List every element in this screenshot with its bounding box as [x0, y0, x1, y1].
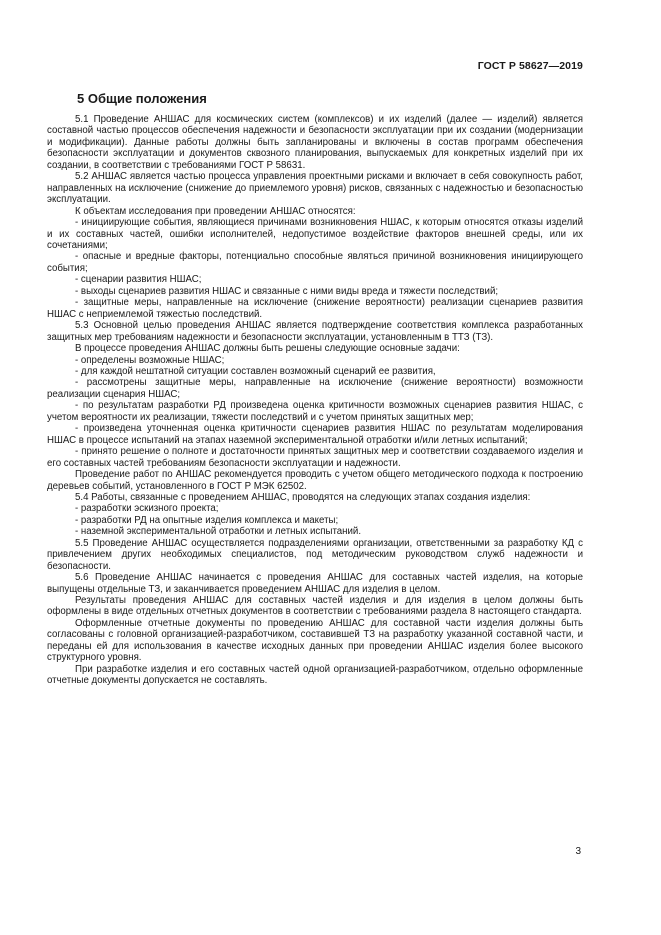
- list-item: - по результатам разработки РД произведена оценка критичности возможных сценариев развития НШАС, с учетом вероятности их реализации, тяжести последствий и с учетом принятых защитных мер;: [47, 400, 583, 423]
- list-item: - разработки РД на опытные изделия комплекса и макеты;: [75, 514, 339, 526]
- list-item: - принято решение о полноте и достаточности принятых защитных мер и соответствии создаваемого изделия и его составных частей требованиям безопасности эксплуатации и надежности.: [47, 446, 583, 469]
- paragraph: Проведение работ по АНШАС рекомендуется проводить с учетом общего методического подхода к построению деревьев событий, установленного в ГОСТ Р МЭК 62502.: [47, 469, 583, 492]
- list-item: - наземной экспериментальной отработки и летных испытаний.: [75, 526, 362, 538]
- list-item: - инициирующие события, являющиеся причинами возникновения НШАС, к которым относятся отказы изделий и их составных частей, ошибки исполнителей, недопустимое воздействие факторов внешней среды, или их сочетаниями;: [47, 217, 583, 251]
- page-number: 3: [575, 846, 581, 857]
- paragraph: 5.6 Проведение АНШАС начинается с проведения АНШАС для составных частей изделия, на которые выпущены отдельные ТЗ, и заканчивается проведением АНШАС для изделия в целом.: [47, 572, 583, 595]
- list-item: - произведена уточненная оценка критичности сценариев развития НШАС по результатам моделирования НШАС в процессе испытаний на этапах наземной экспериментальной отработки и/или летных испытаний;: [47, 423, 583, 446]
- paragraph: 5.4 Работы, связанные с проведением АНШАС, проводятся на следующих этапах создания изделия:: [75, 491, 531, 503]
- paragraph: При разработке изделия и его составных частей одной организацией-разработчиком, отдельно оформленные отчетные документы допускается не составлять.: [47, 663, 583, 687]
- paragraph: В процессе проведения АНШАС должны быть решены следующие основные задачи:: [75, 343, 460, 355]
- list-item: - опасные и вредные факторы, потенциально способные являться причиной возникновения инициирующего события;: [47, 251, 583, 274]
- list-item: - сценарии развития НШАС;: [75, 274, 202, 286]
- paragraph: Результаты проведения АНШАС для составных частей изделия и для изделия в целом должны быть оформлены в виде отдельных отчетных документов в соответствии с требованиями раздела 8 настоящего стандарта.: [47, 595, 583, 618]
- standard-code: ГОСТ Р 58627—2019: [477, 60, 583, 72]
- paragraph: 5.2 АНШАС является частью процесса управления проектными рисками и включает в себя совокупность работ, направленных на исключение (снижение до приемлемого уровня) рисков, связанных с надежностью и безопасностью эксплуатации.: [47, 171, 583, 206]
- paragraph: 5.5 Проведение АНШАС осуществляется подразделениями организации, ответственными за разработку КД с привлечением других необходимых специалистов, под методическим руководством служб надежности и безопасности.: [47, 537, 583, 572]
- section-title: 5 Общие положения: [77, 91, 207, 106]
- list-item: - разработки эскизного проекта;: [75, 503, 219, 515]
- list-item: - выходы сценариев развития НШАС и связанные с ними виды вреда и тяжести последствий;: [75, 285, 499, 297]
- body-text: [47, 114, 583, 687]
- list-item: - рассмотрены защитные меры, направленные на исключение (снижение вероятности) возможности реализации сценария НШАС;: [47, 377, 583, 400]
- list-item: - для каждой нештатной ситуации составлен возможный сценарий ее развития,: [75, 365, 436, 377]
- list-item: - защитные меры, направленные на исключение (снижение вероятности) реализации сценариев развития НШАС с неприемлемой тяжестью последствий.: [47, 297, 583, 320]
- paragraph: 5.1 Проведение АНШАС для космических систем (комплексов) и их изделий (далее — изделий) является составной частью процессов обеспечения надежности и безопасности эксплуатации при их создании (модернизации и модификации). Данные работы должны быть запланированы и включены в состав программ обеспечения безопасности эксплуатации и документов сквозного планирования, выпускаемых для конкретных изделий при их создании, в соответствии с требованиями ГОСТ Р 58631.: [47, 114, 583, 171]
- paragraph: 5.3 Основной целью проведения АНШАС является подтверждение соответствия комплекса разработанных защитных мер требованиям надежности и безопасности эксплуатации, установленным в ТТЗ (ТЗ).: [47, 320, 583, 343]
- list-item: - определены возможные НШАС;: [75, 354, 225, 366]
- paragraph: Оформленные отчетные документы по проведению АНШАС для составной части изделия должны быть согласованы с головной организацией-разработчиком, составившей ТЗ на разработку указанной составной части, и переданы ей для использования в качестве исходных данных при проведении АНШАС изделия более высокого структурного уровня.: [47, 617, 583, 664]
- paragraph: К объектам исследования при проведении АНШАС относятся:: [75, 205, 356, 217]
